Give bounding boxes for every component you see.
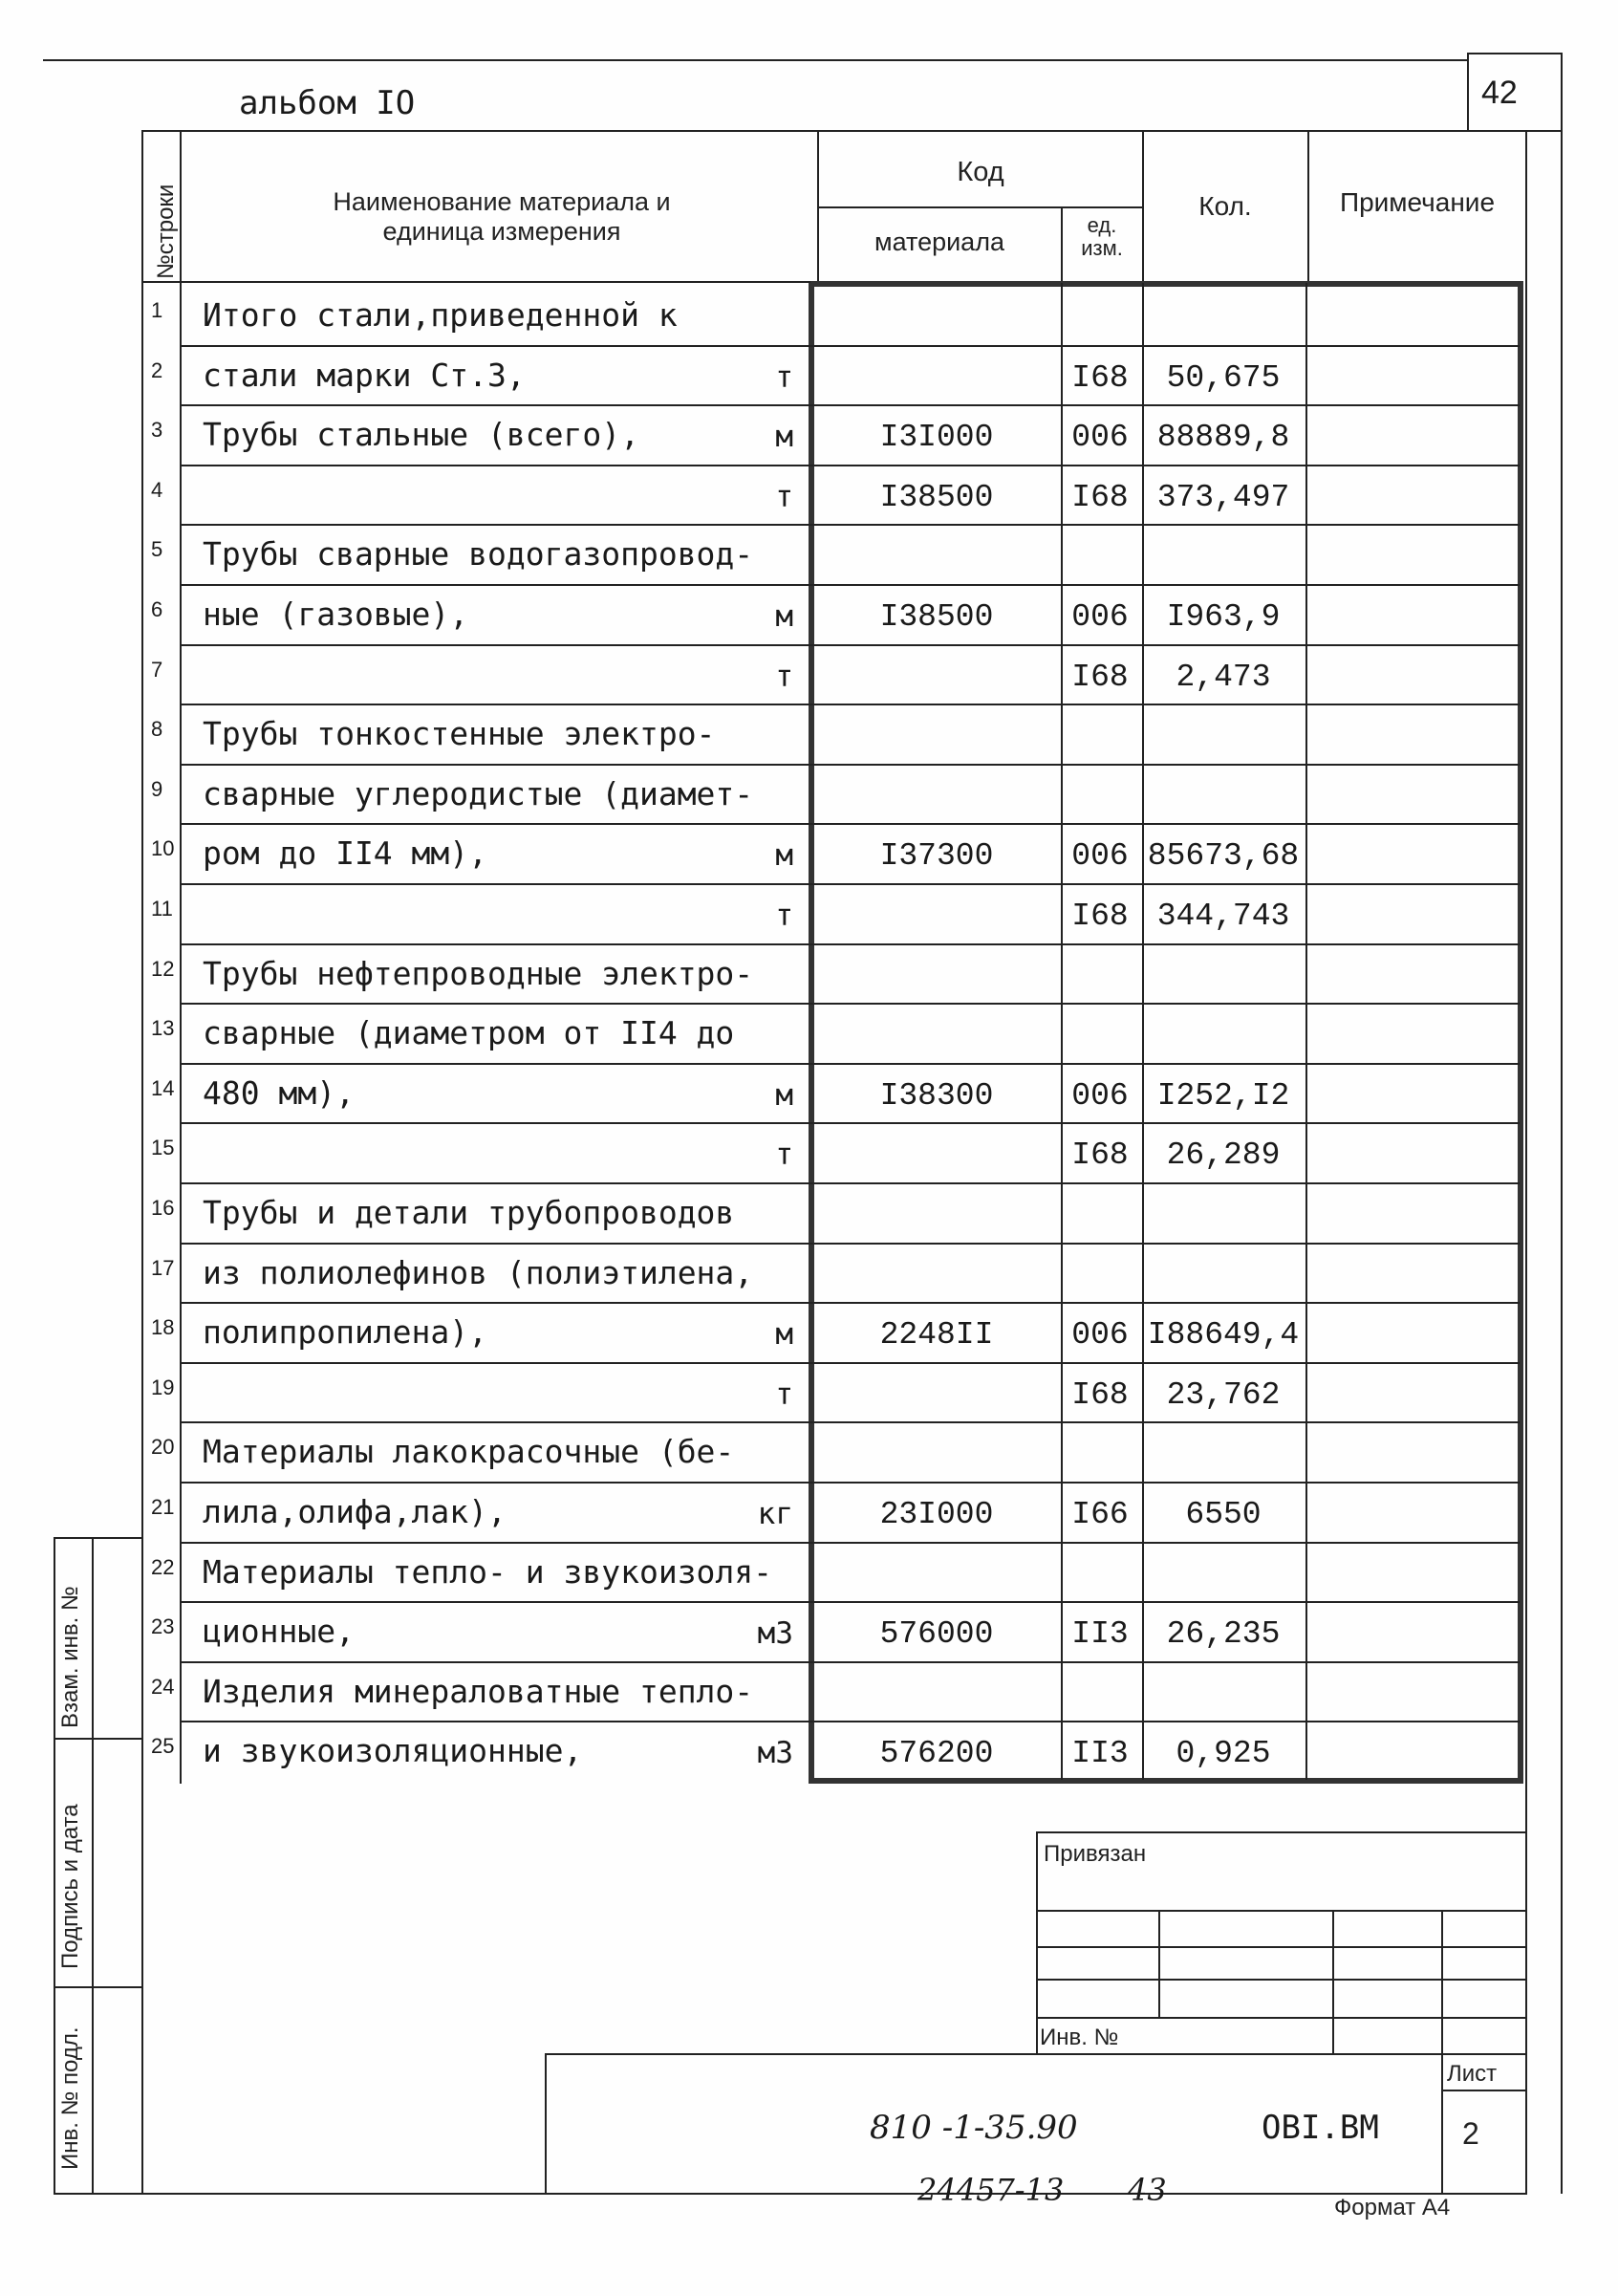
row-divider bbox=[180, 1661, 1520, 1663]
unit-label: м3 bbox=[757, 1616, 793, 1652]
material-name: ционные, bbox=[203, 1613, 355, 1651]
row-divider bbox=[180, 345, 1520, 347]
row-number: 20 bbox=[151, 1435, 175, 1460]
unit-label: м bbox=[775, 1077, 793, 1113]
material-name: полипропилена), bbox=[203, 1313, 488, 1352]
row-divider bbox=[180, 465, 1520, 466]
row-number: 22 bbox=[151, 1554, 175, 1579]
unit-code: I68 bbox=[1071, 659, 1129, 695]
unit-label: кг bbox=[757, 1497, 793, 1531]
quantity: I252,I2 bbox=[1156, 1077, 1290, 1114]
material-name: 480 мм), bbox=[203, 1073, 355, 1112]
row-number: 11 bbox=[151, 897, 173, 921]
material-name: из полиолефинов (полиэтилена, bbox=[203, 1253, 754, 1291]
material-name: Итого стали,приведенной к bbox=[203, 296, 678, 334]
row-divider bbox=[180, 1421, 1520, 1423]
quantity: 0,925 bbox=[1176, 1736, 1271, 1772]
row-divider bbox=[180, 1482, 1520, 1484]
sheet-label: Лист bbox=[1447, 2061, 1498, 2087]
document-suffix: OBI.BM bbox=[1262, 2109, 1379, 2147]
quantity: 50,675 bbox=[1166, 359, 1281, 396]
inv-no-label: Инв. № подл. bbox=[57, 2026, 83, 2170]
name-column-header bbox=[191, 187, 812, 247]
row-divider bbox=[180, 1182, 1520, 1184]
row-number: 10 bbox=[151, 836, 175, 861]
material-name: Трубы и детали трубопроводов bbox=[203, 1194, 735, 1231]
row-number: 19 bbox=[151, 1375, 175, 1399]
row-number: 5 bbox=[151, 537, 163, 562]
unit-header-line1: ед. bbox=[1087, 213, 1117, 237]
sign-date-label: Подпись и дата bbox=[57, 1804, 83, 1969]
row-divider bbox=[180, 1122, 1520, 1124]
quantity: 26,289 bbox=[1166, 1137, 1281, 1174]
unit-code: I66 bbox=[1071, 1497, 1129, 1532]
name-header-line2: единица измерения bbox=[382, 217, 621, 246]
replace-inv-label: Взам. инв. № bbox=[57, 1586, 83, 1728]
row-divider bbox=[180, 764, 1520, 766]
material-name: Материалы тепло- и звукоизоля- bbox=[203, 1552, 773, 1591]
row-number: 6 bbox=[151, 597, 163, 621]
inv-label: Инв. № bbox=[1040, 2025, 1119, 2050]
bound-label: Привязан bbox=[1044, 1841, 1147, 1867]
unit-label: м bbox=[775, 1317, 793, 1353]
format-label: Формат А4 bbox=[1334, 2195, 1451, 2220]
code-group-header: Код bbox=[957, 157, 1004, 187]
unit-label: т bbox=[775, 659, 793, 694]
row-divider bbox=[180, 1243, 1520, 1245]
row-divider bbox=[180, 883, 1520, 885]
unit-code: I68 bbox=[1071, 1137, 1129, 1174]
row-divider bbox=[180, 404, 1520, 406]
row-number: 23 bbox=[151, 1614, 175, 1639]
quantity: I963,9 bbox=[1166, 599, 1281, 635]
material-name: Трубы сварные водогазопровод- bbox=[203, 535, 754, 574]
row-number: 17 bbox=[151, 1255, 175, 1280]
unit-code: II3 bbox=[1071, 1736, 1129, 1772]
unit-label: м3 bbox=[757, 1736, 793, 1771]
row-divider bbox=[180, 1601, 1520, 1603]
unit-code: I68 bbox=[1071, 899, 1129, 934]
row-number: 24 bbox=[151, 1674, 175, 1699]
material-name: лила,олифа,лак), bbox=[203, 1493, 507, 1530]
row-number: 18 bbox=[151, 1315, 175, 1340]
material-name: сварные углеродистые (диамет- bbox=[203, 774, 754, 812]
row-number: 25 bbox=[151, 1734, 175, 1759]
row-divider bbox=[180, 943, 1520, 945]
row-number: 21 bbox=[151, 1495, 175, 1519]
material-code: I38300 bbox=[879, 1077, 994, 1114]
row-number: 2 bbox=[151, 357, 163, 382]
material-code: 2248II bbox=[879, 1317, 994, 1354]
page-number: 42 bbox=[1481, 75, 1518, 111]
unit-code: II3 bbox=[1071, 1616, 1129, 1653]
material-name: ные (газовые), bbox=[203, 596, 469, 633]
row-divider bbox=[180, 1362, 1520, 1364]
unit-label: м bbox=[775, 420, 793, 455]
row-number: 3 bbox=[151, 418, 163, 443]
handwritten-page: 43 bbox=[1128, 2172, 1167, 2208]
unit-code: I68 bbox=[1071, 359, 1129, 396]
album-title: альбом IO bbox=[239, 84, 416, 122]
material-name: Трубы нефтепроводные электро- bbox=[203, 954, 754, 992]
unit-header-line2: изм. bbox=[1081, 236, 1123, 260]
unit-label: т bbox=[775, 899, 793, 933]
unit-code: 006 bbox=[1071, 599, 1129, 635]
row-divider bbox=[180, 1302, 1520, 1304]
unit-code: 006 bbox=[1071, 1077, 1129, 1114]
qty-header: Кол. bbox=[1198, 191, 1252, 221]
code-unit-header bbox=[1063, 214, 1141, 260]
row-number: 7 bbox=[151, 657, 163, 682]
unit-label: т bbox=[775, 479, 793, 514]
quantity: 344,743 bbox=[1156, 899, 1290, 934]
unit-label: т bbox=[775, 1137, 793, 1173]
row-number: 9 bbox=[151, 776, 163, 801]
code-material-header: материала bbox=[874, 227, 1004, 256]
unit-label: м bbox=[775, 599, 793, 634]
name-header-line1: Наименование материала и bbox=[333, 187, 671, 216]
material-name: ром до II4 мм), bbox=[203, 834, 488, 873]
row-number: 14 bbox=[151, 1075, 175, 1100]
material-code: I38500 bbox=[879, 599, 994, 635]
material-name: Изделия минераловатные тепло- bbox=[203, 1672, 754, 1710]
handwritten-number: 24457-13 bbox=[917, 2172, 1065, 2208]
material-code: I37300 bbox=[879, 838, 994, 875]
unit-code: 006 bbox=[1071, 1317, 1129, 1354]
row-divider bbox=[180, 524, 1520, 526]
unit-code: I68 bbox=[1071, 1376, 1129, 1413]
row-divider bbox=[180, 1721, 1520, 1722]
unit-label: т bbox=[775, 1376, 793, 1412]
material-name: Материалы лакокрасочные (бе- bbox=[203, 1433, 735, 1471]
material-code: 576200 bbox=[879, 1736, 994, 1772]
quantity: 85673,68 bbox=[1147, 838, 1300, 875]
unit-code: 006 bbox=[1071, 420, 1129, 456]
quantity: 88889,8 bbox=[1156, 420, 1290, 456]
row-divider bbox=[180, 1063, 1520, 1065]
row-number: 13 bbox=[151, 1016, 175, 1041]
note-header: Примечание bbox=[1339, 187, 1496, 217]
material-code: 23I000 bbox=[879, 1497, 994, 1532]
material-code: 576000 bbox=[879, 1616, 994, 1653]
material-name: стали марки Ст.3, bbox=[203, 356, 526, 394]
quantity: 373,497 bbox=[1156, 479, 1290, 515]
sheet-value: 2 bbox=[1462, 2116, 1479, 2151]
quantity: 26,235 bbox=[1166, 1616, 1281, 1653]
unit-code: I68 bbox=[1071, 479, 1129, 515]
unit-label: м bbox=[775, 838, 793, 874]
material-name: и звукоизоляционные, bbox=[203, 1732, 583, 1770]
unit-code: 006 bbox=[1071, 838, 1129, 875]
material-code: I38500 bbox=[879, 479, 994, 515]
material-code: I3I000 bbox=[879, 420, 994, 456]
row-number-header: №строки bbox=[153, 184, 179, 279]
row-number: 1 bbox=[151, 298, 163, 322]
row-number: 8 bbox=[151, 717, 163, 742]
row-number: 12 bbox=[151, 956, 175, 981]
document-code: 810 -1-35.90 bbox=[870, 2109, 1078, 2147]
quantity: 6550 bbox=[1185, 1497, 1262, 1532]
row-number: 4 bbox=[151, 477, 163, 502]
row-divider bbox=[180, 1542, 1520, 1544]
row-number: 15 bbox=[151, 1136, 175, 1160]
row-number: 16 bbox=[151, 1196, 175, 1220]
row-divider bbox=[180, 644, 1520, 646]
material-name: Трубы стальные (всего), bbox=[203, 416, 639, 454]
row-divider bbox=[180, 823, 1520, 825]
material-name: Трубы тонкостенные электро- bbox=[203, 715, 716, 753]
row-divider bbox=[180, 704, 1520, 705]
unit-label: т bbox=[775, 359, 793, 395]
row-divider bbox=[180, 584, 1520, 586]
material-name: сварные (диаметром от II4 до bbox=[203, 1014, 735, 1052]
quantity: 23,762 bbox=[1166, 1376, 1281, 1413]
row-divider bbox=[180, 1003, 1520, 1005]
quantity: 2,473 bbox=[1176, 659, 1271, 695]
quantity: I88649,4 bbox=[1147, 1317, 1300, 1354]
